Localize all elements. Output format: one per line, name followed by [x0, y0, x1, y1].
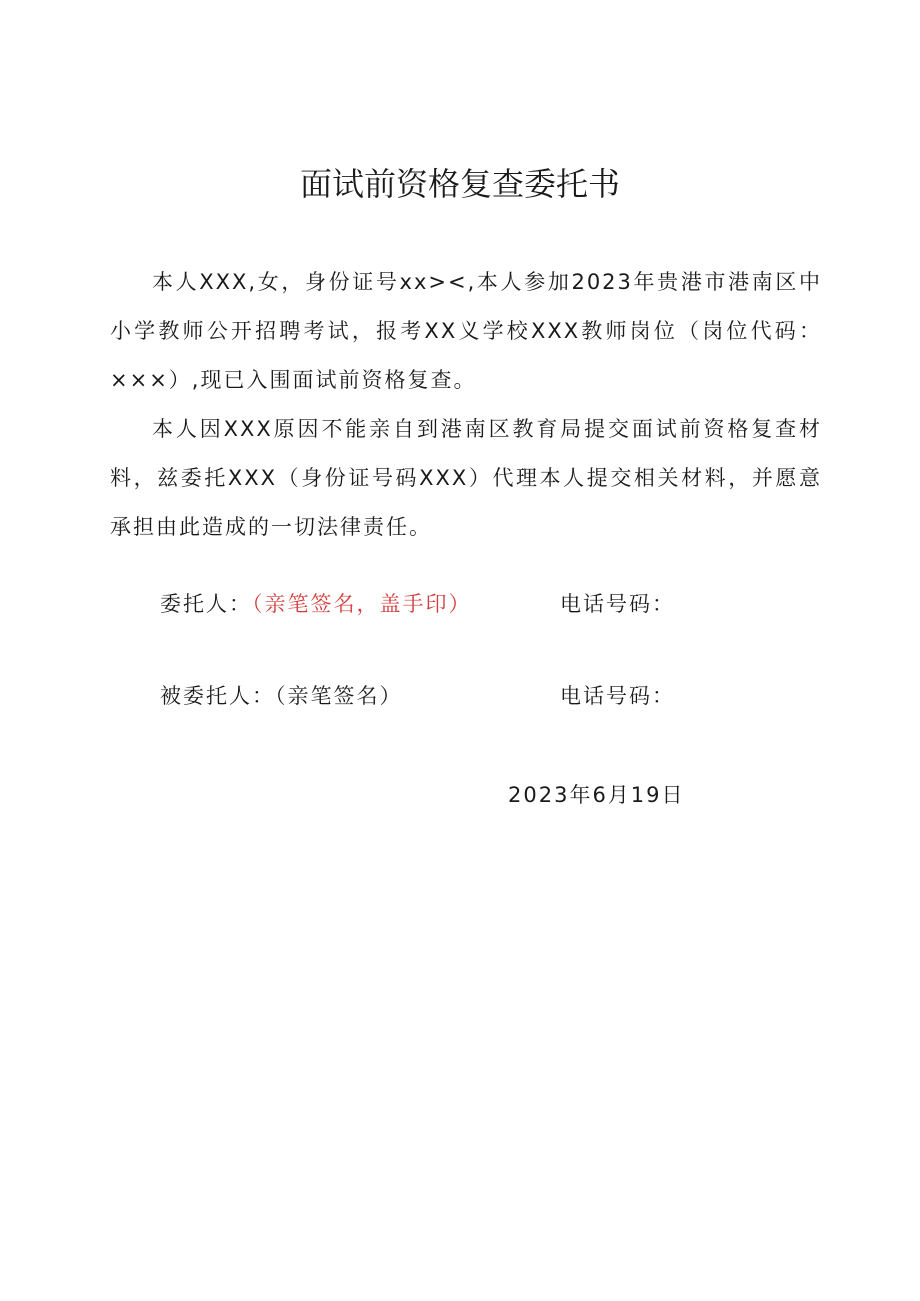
agent-signature-note: （亲笔签名）: [275, 684, 403, 708]
principal-phone-line: [560, 588, 675, 620]
principal-label: 委托人：: [160, 592, 252, 616]
principal-phone-label: 电话号码：: [560, 592, 675, 616]
agent-signature-line: [160, 680, 403, 712]
principal-signature-line: [160, 588, 472, 620]
document-date: 2023年6月19日: [508, 783, 685, 807]
agent-phone-line: [560, 680, 675, 712]
paragraph-applicant-info: 本人XXX,女，身份证号xx><,本人参加2023年贵港市港南区中小学教师公开招聘考试，报考XX义学校XXX教师岗位（岗位代码：×××）,现已入围面试前资格复查。: [110, 270, 822, 392]
document-title: 面试前资格复查委托书: [299, 165, 620, 203]
agent-label: 被委托人：: [160, 684, 275, 708]
paragraph-delegation-reason: 本人因XXX原因不能亲自到港南区教育局提交面试前资格复查材料，兹委托XXX（身份证号码XXX）代理本人提交相关材料，并愿意承担由此造成的一切法律责任。: [110, 417, 822, 539]
document-body: [110, 258, 822, 552]
agent-phone-label: 电话号码：: [560, 684, 675, 708]
principal-signature-note: （亲笔签名，盖手印）: [252, 592, 472, 616]
